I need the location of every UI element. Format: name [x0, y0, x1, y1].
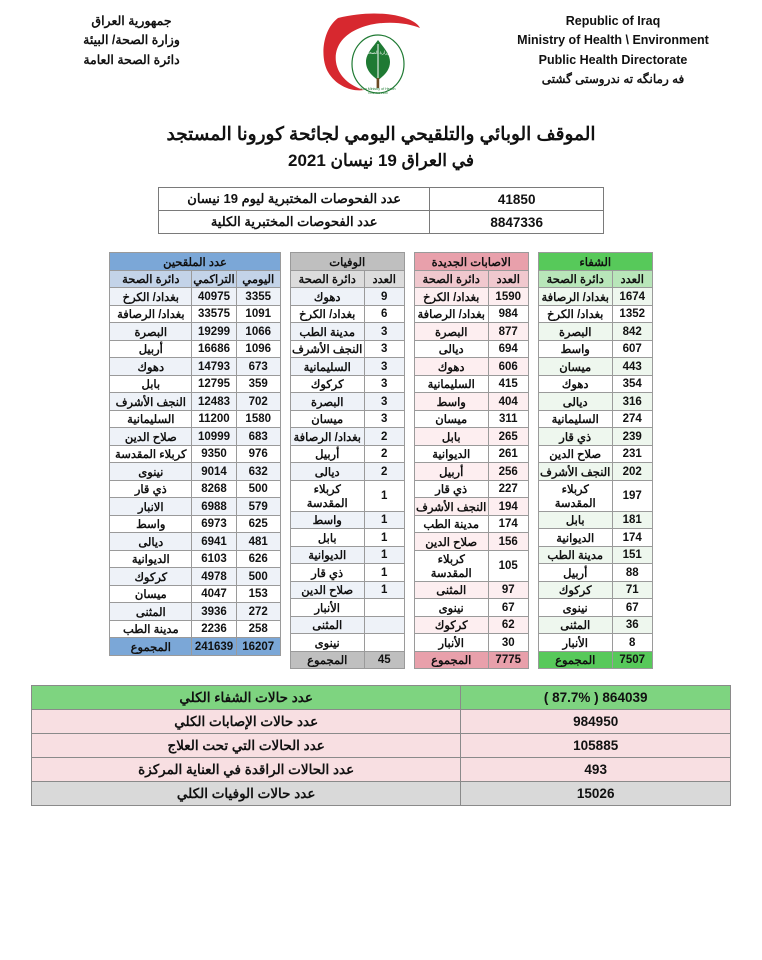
cell-dept: بغداد/ الكرخ — [538, 305, 612, 323]
cell-count: 261 — [488, 445, 528, 463]
cell-daily: 1066 — [236, 323, 280, 341]
cell-count: 227 — [488, 480, 528, 498]
vaccinated-header-cumulative: التراكمي — [192, 270, 236, 288]
cell-count: 265 — [488, 428, 528, 446]
cell-dept: البصرة — [538, 323, 612, 341]
svg-text:Founded 1920: Founded 1920 — [367, 91, 388, 95]
cell-count: 151 — [612, 546, 652, 564]
deaths-caption: الوفيات — [290, 253, 404, 271]
summary-total-recovered-label: عدد حالات الشفاء الكلي — [32, 686, 461, 710]
cell-dept: السليمانية — [290, 358, 364, 376]
cell-dept: المثنى — [290, 616, 364, 634]
cell-dept: واسط — [414, 393, 488, 411]
recovered-header-count: العدد — [612, 270, 652, 288]
cell-count — [364, 634, 404, 652]
cell-dept: نينوى — [538, 599, 612, 617]
cell-count: 443 — [612, 358, 652, 376]
document-header — [14, 8, 748, 104]
cell-count: 71 — [612, 581, 652, 599]
cell-dept: الأنبار — [414, 634, 488, 652]
cell-cumulative: 6103 — [192, 550, 236, 568]
cell-cumulative: 10999 — [192, 428, 236, 446]
vaccinated-block — [109, 252, 280, 669]
summary-active-cases-label: عدد الحالات التي تحت العلاج — [32, 734, 461, 758]
cell-cumulative: 6973 — [192, 515, 236, 533]
cell-dept: بابل — [538, 511, 612, 529]
cell-dept: المثنى — [538, 616, 612, 634]
cell-dept: الديوانية — [414, 445, 488, 463]
cell-dept: واسط — [110, 515, 192, 533]
recovered-table — [538, 252, 653, 669]
cell-count: 67 — [488, 599, 528, 617]
cell-dept: ذي قار — [414, 480, 488, 498]
cell-count: 231 — [612, 445, 652, 463]
cell-dept: ديالى — [538, 393, 612, 411]
cell-cumulative: 40975 — [192, 288, 236, 306]
cell-dept: واسط — [290, 511, 364, 529]
svg-text:Iraq Ministry of Health: Iraq Ministry of Health — [360, 87, 395, 91]
cell-count: 606 — [488, 358, 528, 376]
cell-cumulative: 19299 — [192, 323, 236, 341]
new-cases-header-dept: دائرة الصحة — [414, 270, 488, 288]
table-row — [32, 758, 731, 782]
header-left-kurdish: فە رمانگە تە ندروستى گشتى — [541, 72, 685, 87]
header-left-line3: Public Health Directorate — [538, 52, 688, 67]
summary-icu-cases-value: 493 — [461, 758, 731, 782]
cell-dept: بغداد/ الرصافة — [414, 305, 488, 323]
vaccinated-total-label: المجموع — [110, 638, 192, 656]
cell-count: 274 — [612, 410, 652, 428]
cell-dept: صلاح الدين — [290, 581, 364, 599]
cell-dept: بابل — [110, 375, 192, 393]
header-left-english — [488, 12, 738, 89]
cell-count: 194 — [488, 498, 528, 516]
cell-count — [364, 599, 404, 617]
cell-dept: دهوك — [110, 358, 192, 376]
cell-daily: 258 — [236, 620, 280, 638]
cell-count: 1 — [364, 511, 404, 529]
cell-dept: أربيل — [110, 340, 192, 358]
cell-count: 3 — [364, 393, 404, 411]
cell-dept: كربلاء المقدسة — [538, 480, 612, 511]
cell-dept: كركوك — [538, 581, 612, 599]
cell-dept: دهوك — [290, 288, 364, 306]
cell-dept: السليمانية — [414, 375, 488, 393]
cell-count: 3 — [364, 358, 404, 376]
cell-cumulative: 12795 — [192, 375, 236, 393]
summary-icu-cases-label: عدد الحالات الراقدة في العناية المركزة — [32, 758, 461, 782]
new-cases-block — [414, 252, 529, 669]
cell-dept: كركوك — [110, 568, 192, 586]
cell-dept: النجف الأشرف — [414, 498, 488, 516]
cell-dept: المثنى — [110, 603, 192, 621]
cell-cumulative: 14793 — [192, 358, 236, 376]
cell-cumulative: 6988 — [192, 498, 236, 516]
cell-dept: بغداد/ الكرخ — [290, 305, 364, 323]
governorate-tables — [14, 252, 748, 669]
cell-count: 311 — [488, 410, 528, 428]
tests-daily-value: 41850 — [430, 188, 604, 211]
lab-tests-table — [158, 187, 604, 234]
page-title — [14, 120, 748, 173]
recovered-total-count: 7507 — [612, 651, 652, 669]
cell-dept: ذي قار — [290, 564, 364, 582]
cell-dept: النجف الأشرف — [290, 340, 364, 358]
cell-cumulative: 9350 — [192, 445, 236, 463]
cell-count: 105 — [488, 550, 528, 581]
cell-dept: ذي قار — [110, 480, 192, 498]
header-right-line1: جمهورية العراق — [91, 14, 172, 28]
summary-total-deaths-value: 15026 — [461, 782, 731, 806]
cell-count: 607 — [612, 340, 652, 358]
cell-dept: بغداد/ الرصافة — [110, 305, 192, 323]
cell-dept: واسط — [538, 340, 612, 358]
cell-dept: كركوك — [290, 375, 364, 393]
tests-total-value: 8847336 — [430, 211, 604, 234]
cell-dept: الأنبار — [290, 599, 364, 617]
cell-dept: بغداد/ الكرخ — [110, 288, 192, 306]
cell-count: 842 — [612, 323, 652, 341]
cell-cumulative: 2236 — [192, 620, 236, 638]
deaths-block — [290, 252, 405, 669]
summary-total-deaths-label: عدد حالات الوفيات الكلي — [32, 782, 461, 806]
cell-dept: كربلاء المقدسة — [414, 550, 488, 581]
cell-count: 1 — [364, 546, 404, 564]
cell-dept: كربلاء المقدسة — [110, 445, 192, 463]
cell-daily: 632 — [236, 463, 280, 481]
cell-dept: بابل — [290, 529, 364, 547]
cell-count: 174 — [612, 529, 652, 547]
cell-count: 88 — [612, 564, 652, 582]
cell-dept: الديوانية — [110, 550, 192, 568]
cell-dept: كربلاء المقدسة — [290, 480, 364, 511]
cell-dept: مدينة الطب — [290, 323, 364, 341]
header-right-line2: وزارة الصحة/ البيئة — [83, 33, 180, 48]
cell-daily: 976 — [236, 445, 280, 463]
cell-dept: النجف الأشرف — [538, 463, 612, 481]
cell-dept: الديوانية — [538, 529, 612, 547]
table-row — [32, 686, 731, 710]
cell-daily: 683 — [236, 428, 280, 446]
cell-dept: نينوى — [110, 463, 192, 481]
cell-dept: مدينة الطب — [538, 546, 612, 564]
cell-cumulative: 33575 — [192, 305, 236, 323]
recovered-caption: الشفاء — [538, 253, 652, 271]
cell-cumulative: 4978 — [192, 568, 236, 586]
cell-cumulative: 11200 — [192, 410, 236, 428]
cell-daily: 500 — [236, 568, 280, 586]
vaccinated-total-daily: 16207 — [236, 638, 280, 656]
cell-dept: بابل — [414, 428, 488, 446]
vaccinated-header-dept: دائرة الصحة — [110, 270, 192, 288]
table-row — [32, 782, 731, 806]
cell-cumulative: 8268 — [192, 480, 236, 498]
cell-daily: 481 — [236, 533, 280, 551]
cell-count: 984 — [488, 305, 528, 323]
cell-cumulative: 9014 — [192, 463, 236, 481]
cell-count: 36 — [612, 616, 652, 634]
cell-count: 239 — [612, 428, 652, 446]
cell-daily: 272 — [236, 603, 280, 621]
cell-count — [364, 616, 404, 634]
cell-daily: 625 — [236, 515, 280, 533]
cell-dept: ميسان — [414, 410, 488, 428]
deaths-total-count: 45 — [364, 651, 404, 669]
cell-cumulative: 6941 — [192, 533, 236, 551]
cell-dept: صلاح الدين — [538, 445, 612, 463]
vaccinated-table — [109, 252, 280, 656]
cell-count: 67 — [612, 599, 652, 617]
cell-daily: 1096 — [236, 340, 280, 358]
summary-active-cases-value: 105885 — [461, 734, 731, 758]
cell-dept: ديالى — [110, 533, 192, 551]
vaccinated-caption: عدد الملقحين — [110, 253, 280, 271]
cell-dept: صلاح الدين — [110, 428, 192, 446]
cell-dept: أربيل — [414, 463, 488, 481]
cell-count: 1 — [364, 529, 404, 547]
cell-count: 1 — [364, 581, 404, 599]
cell-count: 1 — [364, 480, 404, 511]
cell-dept: دهوك — [538, 375, 612, 393]
cell-count: 3 — [364, 410, 404, 428]
cell-dept: مدينة الطب — [110, 620, 192, 638]
cell-count: 8 — [612, 634, 652, 652]
cell-count: 316 — [612, 393, 652, 411]
cell-dept: ميسان — [538, 358, 612, 376]
cell-count: 97 — [488, 581, 528, 599]
table-row — [159, 188, 604, 211]
cell-dept: السليمانية — [538, 410, 612, 428]
iraq-ministry-of-health-logo — [294, 12, 434, 104]
deaths-table — [290, 252, 405, 669]
header-right-line3: دائرة الصحة العامة — [83, 52, 180, 67]
cell-dept: البصرة — [110, 323, 192, 341]
cell-dept: بغداد/ الكرخ — [414, 288, 488, 306]
new-cases-total-label: المجموع — [414, 651, 488, 669]
cell-dept: صلاح الدين — [414, 533, 488, 551]
recovered-total-label: المجموع — [538, 651, 612, 669]
cell-count: 3 — [364, 375, 404, 393]
vaccinated-total-cumulative: 241639 — [192, 638, 236, 656]
new-cases-header-count: العدد — [488, 270, 528, 288]
table-row — [32, 710, 731, 734]
cell-count: 1 — [364, 564, 404, 582]
table-row — [159, 211, 604, 234]
svg-text:وزارة الصحة: وزارة الصحة — [366, 50, 389, 55]
cell-dept: بغداد/ الرصافة — [290, 428, 364, 446]
summary-total-recovered-value: 864039 ( 87.7% ) — [461, 686, 731, 710]
cell-daily: 673 — [236, 358, 280, 376]
cell-dept: مدينة الطب — [414, 515, 488, 533]
cell-daily: 1580 — [236, 410, 280, 428]
cell-count: 694 — [488, 340, 528, 358]
cell-daily: 702 — [236, 393, 280, 411]
cell-count: 3 — [364, 323, 404, 341]
cell-dept: نينوى — [414, 599, 488, 617]
cell-dept: نينوى — [290, 634, 364, 652]
cell-daily: 153 — [236, 585, 280, 603]
deaths-header-count: العدد — [364, 270, 404, 288]
cell-count: 404 — [488, 393, 528, 411]
recovered-header-dept: دائرة الصحة — [538, 270, 612, 288]
cell-count: 1590 — [488, 288, 528, 306]
new-cases-total-count: 7775 — [488, 651, 528, 669]
header-right-arabic — [24, 12, 239, 70]
cell-daily: 1091 — [236, 305, 280, 323]
cell-dept: دهوك — [414, 358, 488, 376]
cell-cumulative: 16686 — [192, 340, 236, 358]
cell-dept: الديوانية — [290, 546, 364, 564]
cell-count: 181 — [612, 511, 652, 529]
deaths-header-dept: دائرة الصحة — [290, 270, 364, 288]
tests-total-label: عدد الفحوصات المختبرية الكلية — [159, 211, 430, 234]
new-cases-caption: الاصابات الجديدة — [414, 253, 528, 271]
page-title-line1: الموقف الوبائي والتلقيحي اليومي لجائحة كورونا المستجد — [166, 123, 596, 144]
cell-count: 1674 — [612, 288, 652, 306]
cell-dept: كركوك — [414, 616, 488, 634]
cell-count: 1352 — [612, 305, 652, 323]
cell-count: 2 — [364, 428, 404, 446]
cell-count: 877 — [488, 323, 528, 341]
header-left-line2: Ministry of Health \ Environment — [517, 33, 709, 48]
cell-daily: 500 — [236, 480, 280, 498]
cell-count: 202 — [612, 463, 652, 481]
cell-count: 9 — [364, 288, 404, 306]
summary-total-cases-label: عدد حالات الإصابات الكلي — [32, 710, 461, 734]
cell-dept: الأنبار — [538, 634, 612, 652]
cell-dept: أربيل — [538, 564, 612, 582]
cell-daily: 626 — [236, 550, 280, 568]
cell-dept: السليمانية — [110, 410, 192, 428]
cell-daily: 359 — [236, 375, 280, 393]
cell-count: 174 — [488, 515, 528, 533]
cell-count: 156 — [488, 533, 528, 551]
cell-count: 6 — [364, 305, 404, 323]
cell-dept: أربيل — [290, 445, 364, 463]
new-cases-table — [414, 252, 529, 669]
cell-dept: ميسان — [290, 410, 364, 428]
vaccinated-header-daily: اليومي — [236, 270, 280, 288]
cell-dept: الانبار — [110, 498, 192, 516]
cell-dept: النجف الأشرف — [110, 393, 192, 411]
header-left-line1: Republic of Iraq — [565, 14, 661, 28]
cell-cumulative: 12483 — [192, 393, 236, 411]
tests-daily-label: عدد الفحوصات المختبرية ليوم 19 نيسان — [159, 188, 430, 211]
cell-count: 3 — [364, 340, 404, 358]
cell-daily: 579 — [236, 498, 280, 516]
cell-dept: ذي قار — [538, 428, 612, 446]
cell-count: 354 — [612, 375, 652, 393]
cell-dept: ميسان — [110, 585, 192, 603]
cell-cumulative: 3936 — [192, 603, 236, 621]
recovered-block — [538, 252, 653, 669]
cell-count: 415 — [488, 375, 528, 393]
page-title-line2: في العراق 19 نيسان 2021 — [287, 150, 475, 170]
summary-total-cases-value: 984950 — [461, 710, 731, 734]
cell-dept: ديالى — [290, 463, 364, 481]
deaths-total-label: المجموع — [290, 651, 364, 669]
cell-count: 2 — [364, 445, 404, 463]
cell-dept: ديالى — [414, 340, 488, 358]
cell-dept: البصرة — [290, 393, 364, 411]
summary-table — [31, 685, 731, 806]
cell-cumulative: 4047 — [192, 585, 236, 603]
cell-count: 197 — [612, 480, 652, 511]
cell-count: 62 — [488, 616, 528, 634]
cell-dept: البصرة — [414, 323, 488, 341]
table-row — [32, 734, 731, 758]
cell-count: 30 — [488, 634, 528, 652]
cell-dept: المثنى — [414, 581, 488, 599]
cell-daily: 3355 — [236, 288, 280, 306]
cell-dept: بغداد/ الرصافة — [538, 288, 612, 306]
cell-count: 2 — [364, 463, 404, 481]
cell-count: 256 — [488, 463, 528, 481]
